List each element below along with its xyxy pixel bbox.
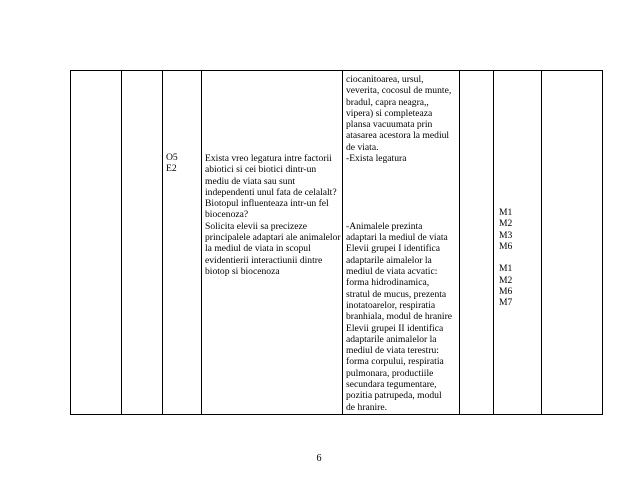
empty-cell-8 — [542, 71, 603, 415]
teacher-activity-text: Exista vreo legatura intre factorii abiotici si cei biotici dintr-un mediu de viata sau sunt independenti unul fata de celalalt? Biotopul influenteaza intr-un fel biocenoza? Solicita elevii sa precizeze principalele adaptari ale animalelor la mediul de viata in scopul evidentierii interactiunii dintre biotop si biocenoza — [205, 153, 341, 277]
students-activity-text: ciocanitoarea, ursul, veverita, cocosul de munte, bradul, capra neagra,, vipera) si completeaza plansa vacuumata prin atasarea acestora la mediul de viata. -Exista legatura -Animalele prezinta adaptari la mediul de viata Elevii grupei I identifica adaptarile aimalelor la mediul de viata acvatic: forma hidrodinamica, stratul de mucus, prezenta inotatoarelor, respiratia branhiala, modul de hranire Elevii grupei II identifica adaptarile animalelor la mediul de viata terestru: forma corpului, respiratia pulmonara, productiile secundara tegumentare, pozitia patrupeda, modul de hranire. — [346, 74, 453, 413]
table-row — [71, 71, 603, 415]
objectives-cell — [163, 71, 202, 415]
methods-cell — [494, 71, 542, 415]
students-activity-cell — [343, 71, 460, 415]
page-number: 6 — [316, 453, 322, 464]
lesson-plan-table — [70, 70, 603, 415]
objectives-text: O5 E2 — [166, 152, 178, 175]
empty-cell-1 — [71, 71, 122, 415]
empty-cell-6 — [460, 71, 494, 415]
methods-text: M1 M2 M3 M6 M1 M2 M6 M7 — [499, 207, 513, 309]
empty-cell-2 — [122, 71, 163, 415]
teacher-activity-cell — [202, 71, 343, 415]
